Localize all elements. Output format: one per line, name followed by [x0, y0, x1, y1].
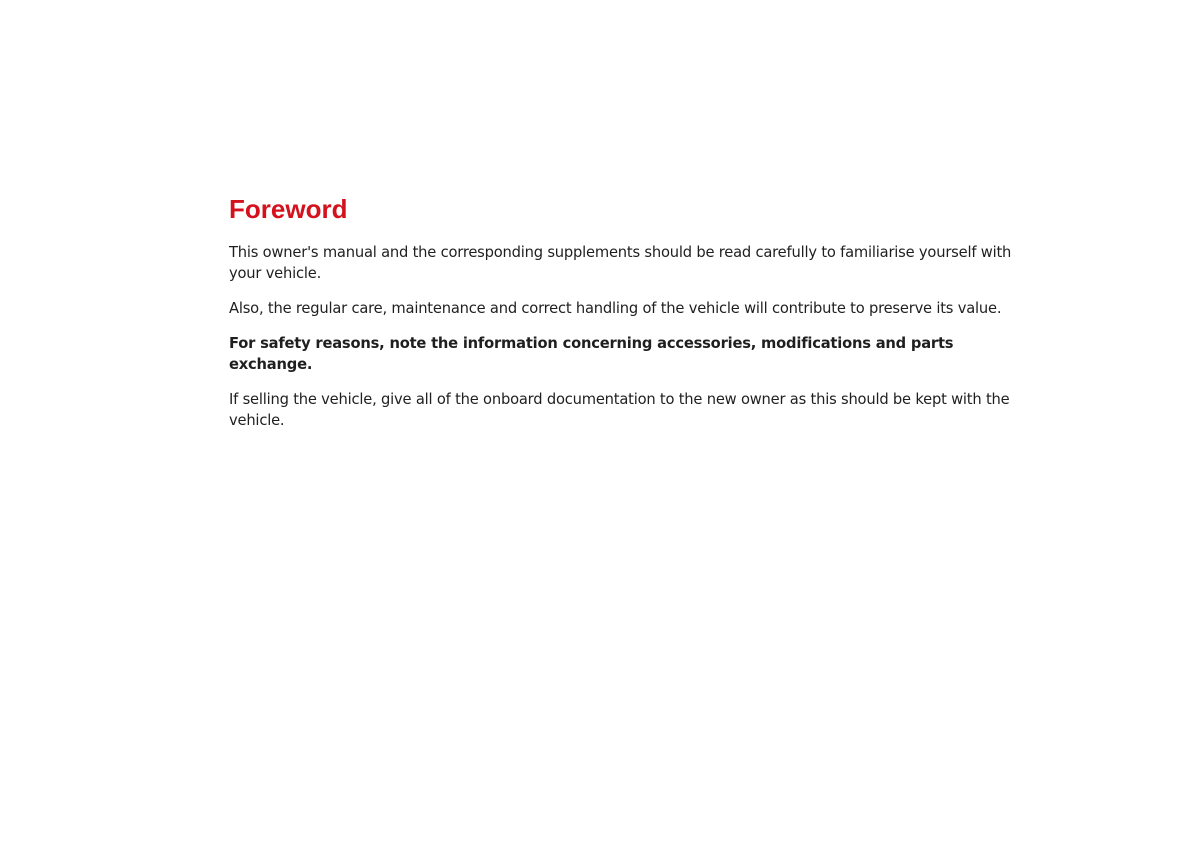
document-page: [229, 190, 1029, 445]
paragraph-care: Also, the regular care, maintenance and correct handling of the vehicle will contribute to preserve its value.: [229, 300, 1002, 317]
paragraph-intro: This owner's manual and the corresponding supplements should be read carefully to familiarise yourself with your vehicle.: [229, 244, 1012, 282]
paragraph-selling: If selling the vehicle, give all of the onboard documentation to the new owner as this should be kept with the vehicle.: [229, 391, 1010, 429]
paragraph-safety-note: For safety reasons, note the information concerning accessories, modifications and parts exchange.: [229, 335, 954, 373]
page-title: Foreword: [229, 194, 348, 224]
